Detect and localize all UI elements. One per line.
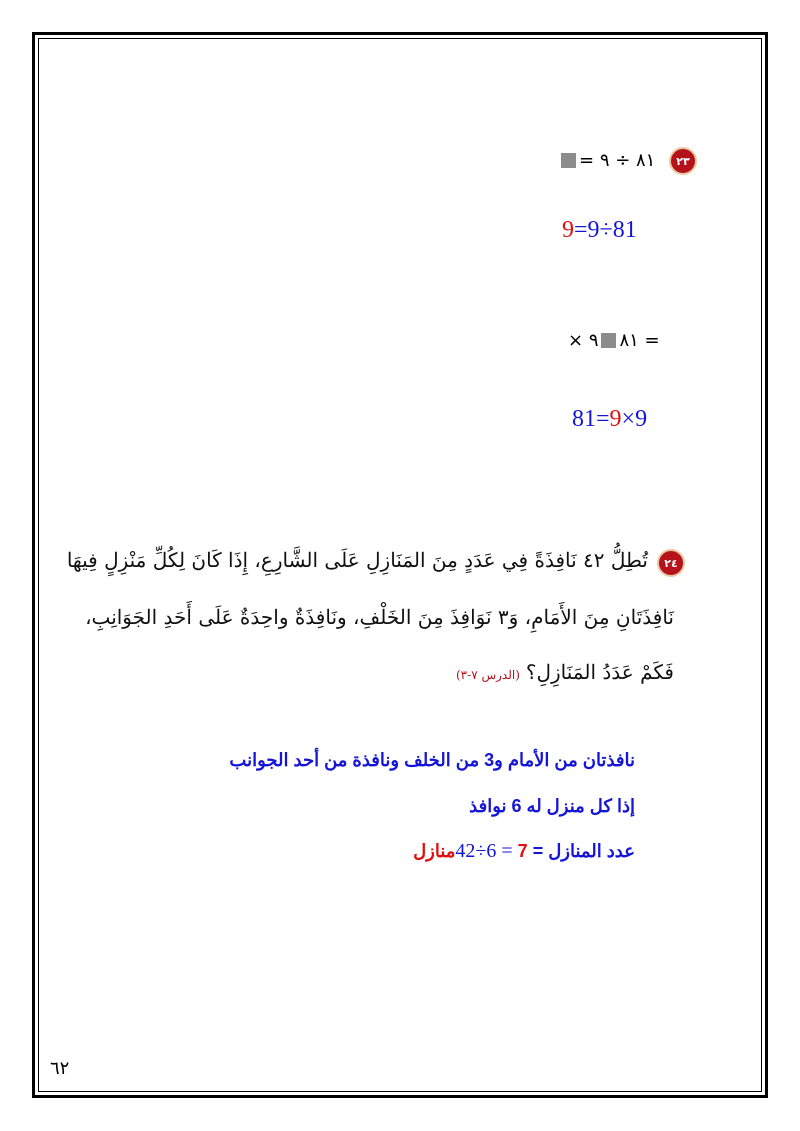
problem-23-badge	[669, 147, 697, 175]
lesson-reference: (الدرس ٧-٣)	[455, 668, 520, 682]
problem-23-equation-1	[558, 150, 655, 171]
answer-result: 7منازل	[413, 841, 528, 861]
answer-math: 42÷6 =	[455, 840, 513, 862]
problem-24-number: ٢٤	[664, 556, 678, 570]
answer-2-factor: 9	[609, 406, 622, 432]
answer-1-expression: =9÷81	[574, 217, 637, 243]
answer-2-rest: ×9	[621, 406, 648, 432]
answer-explanation-2: إذا كل منزل له 6 نوافذ	[469, 796, 635, 816]
problem-23-equation-2	[568, 330, 660, 351]
problem-23-answer-1	[562, 217, 637, 244]
problem-23-number: ٢٣	[676, 154, 690, 168]
answer-1-value: 9	[562, 217, 574, 243]
problem-24-question: فَكَمْ عَدَدُ المَنَازِلِ؟	[525, 660, 674, 684]
problem-24-line-2: نَافِذَتَانِ مِنَ الأَمَامِ، وَ٣ نَوَافِذَ مِنَ الخَلْفِ، ونَافِذَةٌ واحِدَةٌ عَلَى أَحَدِ الجَوَانِبِ،	[85, 605, 674, 629]
answer-label: عدد المنازل =	[532, 841, 635, 861]
answer-final-line	[413, 840, 635, 863]
answer-2-product: 81=	[572, 406, 610, 432]
problem-23-eq1-text: ٨١ ÷ ٩ =	[579, 150, 656, 171]
blank-square-icon	[601, 333, 616, 348]
problem-23-eq2-left: ٩ ×	[568, 330, 599, 351]
page-number: ٦٢	[50, 1058, 70, 1079]
problem-24-line-3	[456, 660, 674, 684]
problem-24-line-1: تُطِلُّ ٤٢ نَافِذَةً فِي عَدَدٍ مِنَ المَنَازِلِ عَلَى الشَّارِعِ، إِذَا كَانَ لِكُلِّ مَنْزِلٍ فِيهَا	[66, 548, 648, 572]
blank-square-icon	[561, 153, 576, 168]
answer-explanation-1: نافذتان من الأمام و3 من الخلف ونافذة من أحد الجوانب	[229, 750, 635, 770]
problem-23-answer-2	[572, 406, 647, 433]
problem-23-eq2-right: = ٨١	[619, 330, 660, 351]
problem-24-badge	[657, 549, 685, 577]
